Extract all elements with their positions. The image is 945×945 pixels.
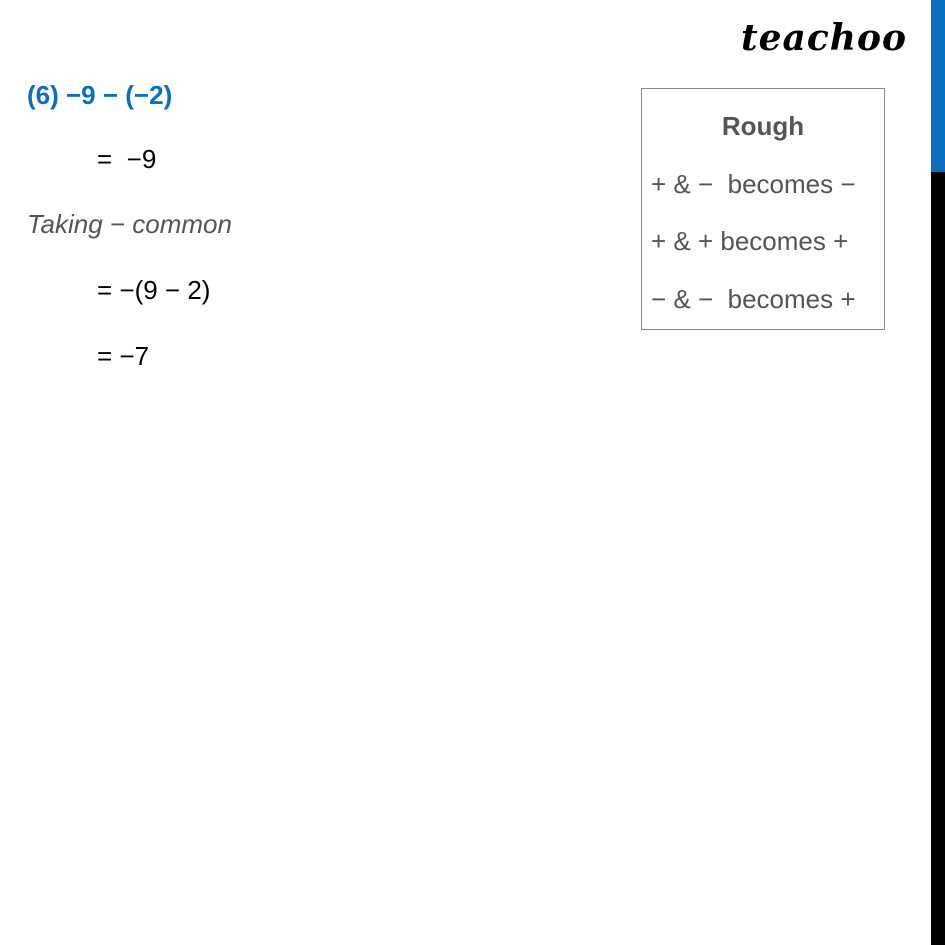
step-line-2: = −(9 − 2): [97, 275, 211, 305]
rough-rule: + & − becomes −: [651, 169, 856, 199]
step-note: Taking − common: [27, 209, 232, 239]
rough-box: [641, 88, 885, 330]
step-line-1: = −9: [97, 144, 157, 174]
rough-title: Rough: [721, 111, 805, 141]
teachoo-logo: teachoo: [741, 17, 907, 59]
rough-rule: + & + becomes +: [651, 226, 849, 256]
step-line-3: = −7: [97, 341, 150, 371]
question-title: (6) −9 − (−2): [27, 80, 173, 110]
side-bar: [931, 0, 945, 945]
rough-rule: − & − becomes +: [651, 284, 856, 314]
side-bar-accent: [931, 0, 945, 172]
